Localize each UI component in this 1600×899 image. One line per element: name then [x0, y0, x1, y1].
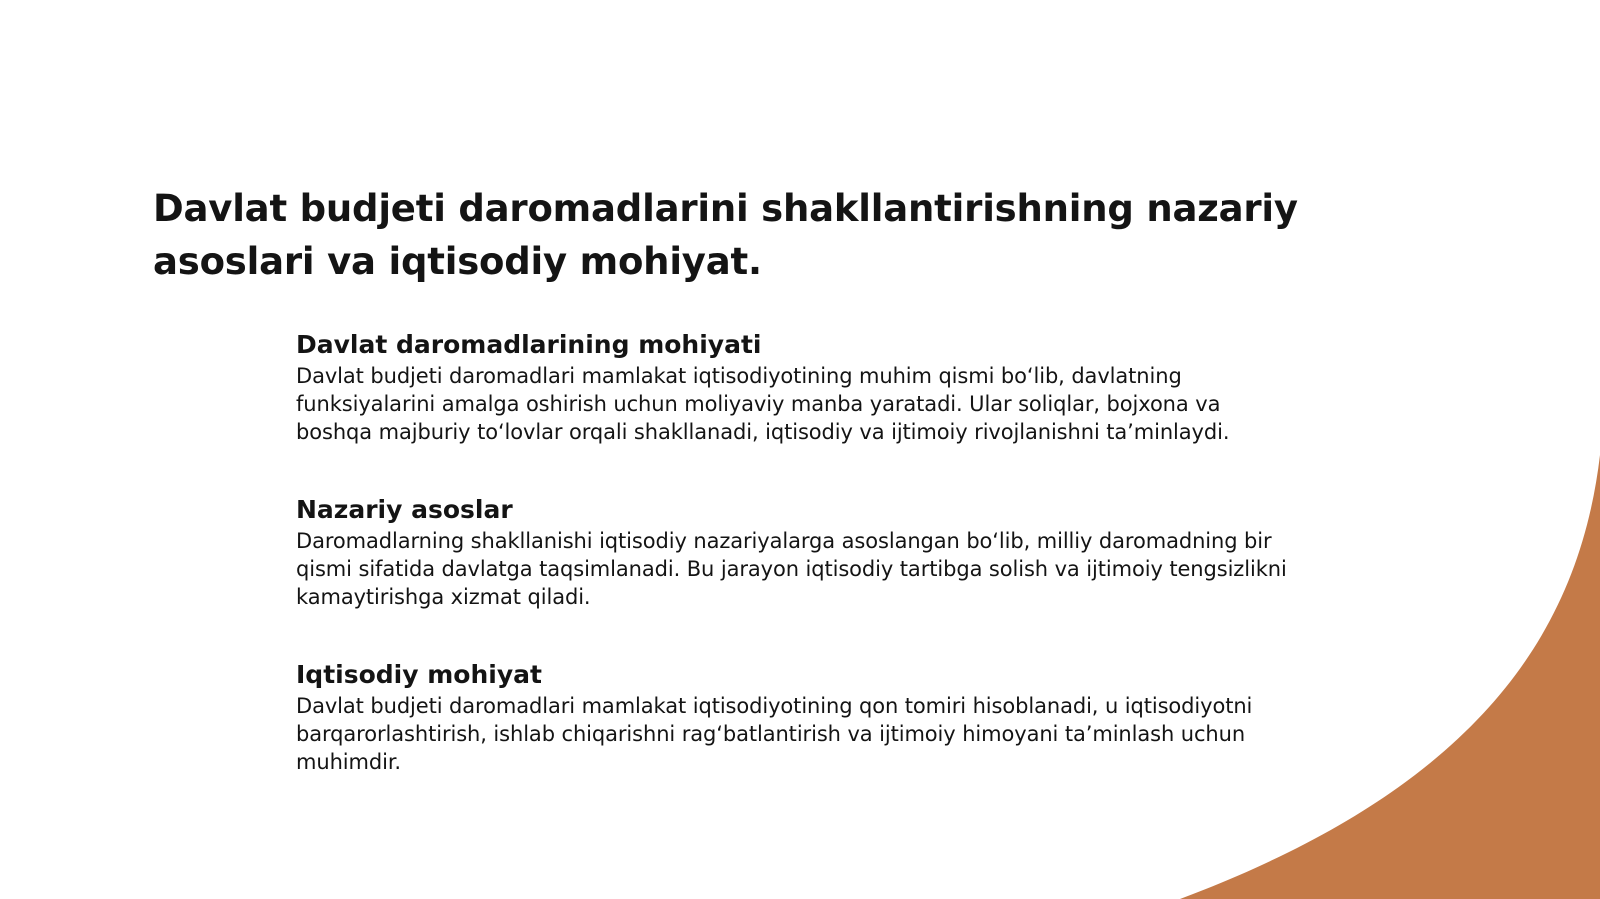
- section-heading: Iqtisodiy mohiyat: [296, 660, 542, 689]
- slide-title: Davlat budjeti daromadlarini shakllantirishning nazariy asoslari va iqtisodiy mohiyat.: [153, 187, 1298, 283]
- section-heading: Davlat daromadlarining mohiyati: [296, 330, 762, 359]
- section-heading: Nazariy asoslar: [296, 495, 513, 524]
- section-nazariy-asoslar: [296, 493, 1296, 611]
- section-body: Daromadlarning shakllanishi iqtisodiy nazariyalarga asoslangan bo‘lib, milliy daromadning bir qismi sifatida davlatga taqsimlanadi. Bu jarayon iqtisodiy tartibga solish va ijtimoiy tengsizlikni kamaytirishga xizmat qiladi.: [296, 529, 1287, 609]
- section-body: Davlat budjeti daromadlari mamlakat iqtisodiyotining muhim qismi bo‘lib, davlatning funksiyalarini amalga oshirish uchun moliyaviy manba yaratadi. Ular soliqlar, bojxona va boshqa majburiy to‘lovlar orqali shakllanadi, iqtisodiy va ijtimoiy rivojlanishni ta’minlaydi.: [296, 364, 1230, 444]
- section-iqtisodiy-mohiyat: [296, 658, 1296, 776]
- section-body: Davlat budjeti daromadlari mamlakat iqtisodiyotining qon tomiri hisoblanadi, u iqtisodiyotni barqarorlashtirish, ishlab chiqarishni rag‘batlantirish va ijtimoiy himoyani ta’minlash uchun muhimdir.: [296, 694, 1253, 774]
- content-sections: [296, 328, 1296, 776]
- section-mohiyati: [296, 328, 1296, 446]
